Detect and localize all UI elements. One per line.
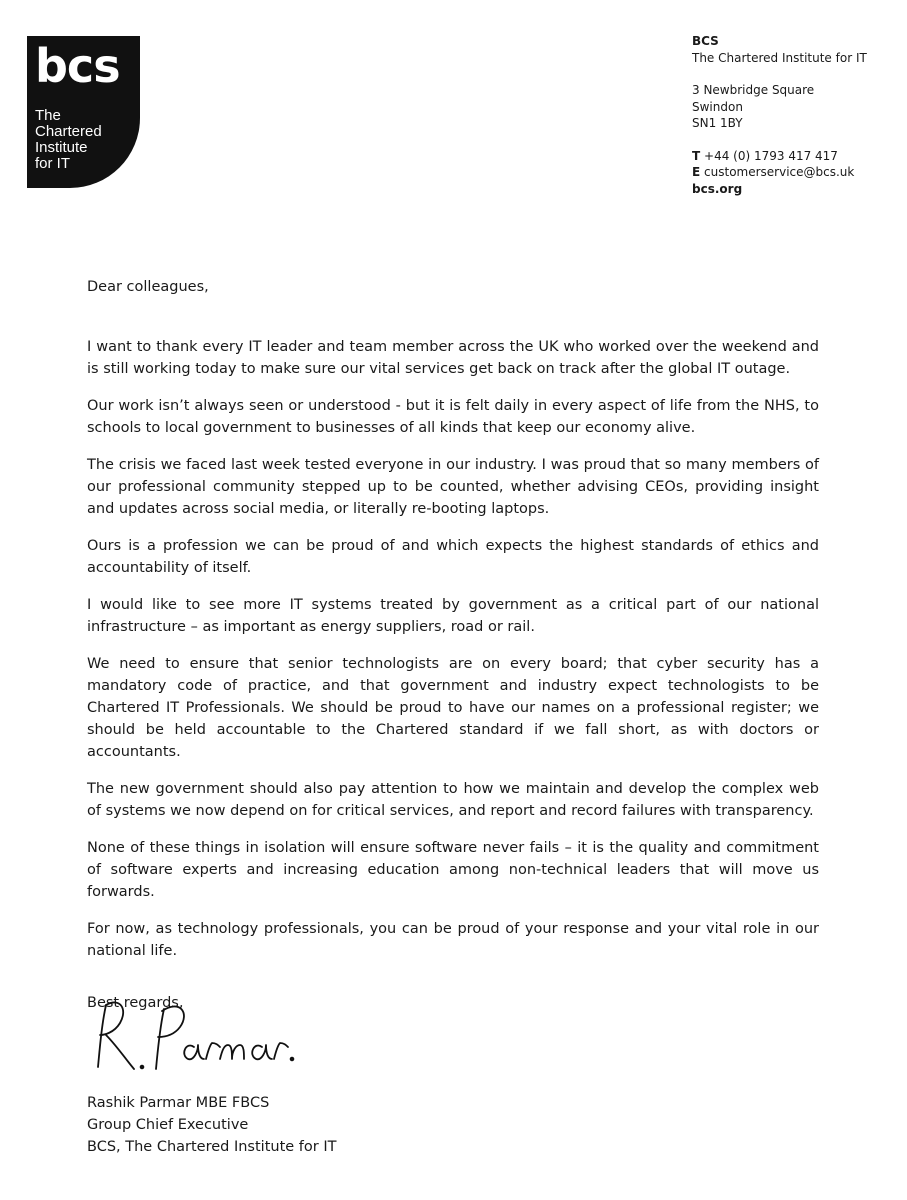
letter-paragraph: For now, as technology professionals, you can be proud of your response and your vital role in our national life. — [87, 921, 819, 959]
logo-tagline: The Chartered Institute for IT — [35, 107, 102, 172]
sender-address-block — [692, 33, 867, 197]
email-address[interactable]: customerservice@bcs.uk — [704, 165, 855, 179]
website[interactable] — [692, 181, 867, 198]
sender-org-full: The Chartered Institute for IT — [692, 50, 867, 65]
logo-mark: bcs — [35, 39, 120, 93]
letter-paragraph: The new government should also pay attention to how we maintain and develop the complex web of systems we now depend on for critical services, and report and record failures with transparency. — [87, 781, 819, 819]
bcs-logo — [27, 36, 140, 188]
email-line — [692, 164, 867, 181]
phone-line — [692, 148, 867, 165]
closing: Best regards, — [87, 995, 184, 1011]
handwritten-signature — [86, 995, 296, 1075]
phone-label: T — [692, 148, 701, 163]
letter-paragraph: Our work isn’t always seen or understood - but it is felt daily in every aspect of life from the NHS, to schools to local government to businesses of all kinds that keep our economy alive. — [87, 398, 819, 436]
signatory-title: Group Chief Executive — [87, 1117, 249, 1133]
letter-paragraph: I would like to see more IT systems treated by government as a critical part of our national infrastructure – as important as energy suppliers, road or rail. — [87, 597, 819, 635]
letter-paragraph: We need to ensure that senior technologists are on every board; that cyber security has a mandatory code of practice, and that government and industry expect technologists to be Chartered IT Professionals. We should be proud to have our names on a professional register; we should be held accountable to the Chartered standard if we fall short, as with doctors or accountants. — [87, 656, 819, 760]
signatory-block — [87, 1092, 336, 1158]
letter-paragraph: Ours is a profession we can be proud of and which expects the highest standards of ethics and accountability of itself. — [87, 538, 819, 576]
salutation: Dear colleagues, — [87, 279, 209, 295]
address-line: 3 Newbridge Square — [692, 83, 815, 97]
email-label: E — [692, 165, 701, 179]
letter-paragraph: None of these things in isolation will ensure software never fails – it is the quality and commitment of software experts and increasing education among non-technical leaders that will move us forwards. — [87, 840, 819, 900]
address-line: Swindon — [692, 99, 743, 114]
website-link[interactable]: bcs.org — [692, 181, 743, 196]
sender-org: BCS — [692, 34, 719, 48]
letter-paragraph: I want to thank every IT leader and team member across the UK who worked over the weekend and is still working today to make sure our vital services get back on track after the global IT outage. — [87, 339, 819, 377]
letter-body — [87, 276, 819, 1014]
letter-paragraph: The crisis we faced last week tested everyone in our industry. I was proud that so many members of our professional community stepped up to be counted, whether advising CEOs, providing insight and updates across social media, or literally re-booting laptops. — [87, 457, 819, 517]
address-line: SN1 1BY — [692, 116, 743, 130]
signatory-name: Rashik Parmar MBE FBCS — [87, 1095, 270, 1111]
phone-number: +44 (0) 1793 417 417 — [704, 148, 838, 163]
signatory-organisation: BCS, The Chartered Institute for IT — [87, 1139, 337, 1155]
